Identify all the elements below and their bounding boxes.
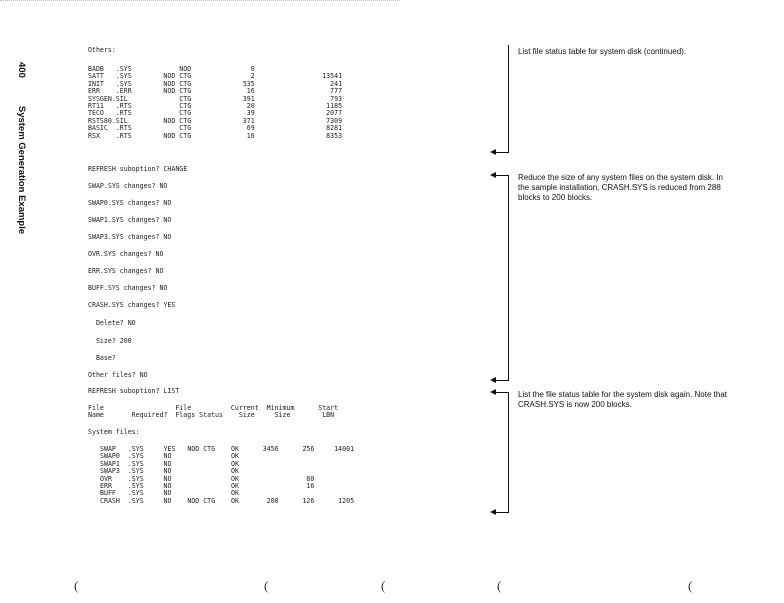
dialog-line: SWAP0.SYS changes? NO	[88, 199, 172, 207]
bracket-line-1	[508, 45, 509, 152]
others-file-row: RT11 .RTS CTG 20 1185	[88, 102, 343, 111]
system-file-row: OVR .SYS NO OK 80	[100, 474, 315, 483]
dialog-line: ERR.SYS changes? NO	[88, 267, 164, 275]
system-file-list	[100, 446, 354, 505]
dialog-line: Size? 200	[88, 337, 132, 345]
arrow-left-icon	[490, 389, 496, 395]
page-number: 400	[16, 62, 27, 78]
footer-mark: (	[688, 578, 693, 593]
arrow-left-icon	[490, 172, 496, 178]
note-1: List file status table for system disk (continued).	[518, 47, 687, 56]
others-file-row: BASIC .RTS CTG 69 8281	[88, 124, 343, 133]
others-file-row: INIT .SYS NOD CTG 535 241	[88, 79, 343, 88]
bracket-foot-2	[494, 380, 509, 381]
note-3: List the file status table for the system disk again. Note that CRASH.SYS is now 200 blocks.	[518, 390, 727, 409]
bracket-line-2	[508, 175, 509, 380]
side-label	[14, 62, 32, 234]
system-file-row: CRASH .SYS NO NOD CTG OK 200 126 1205	[100, 496, 355, 505]
footer-mark: (	[381, 578, 386, 593]
system-file-row: ERR .SYS NO OK 16	[100, 482, 315, 491]
system-file-row: SWAP1 .SYS NO OK	[100, 459, 239, 468]
system-file-row: SWAP .SYS YES NOD CTG OK 3456 256 14001	[100, 445, 355, 453]
arrow-left-icon	[490, 509, 496, 515]
dialog-line: SWAP1.SYS changes? NO	[88, 216, 172, 224]
top-edge-dots	[0, 0, 400, 2]
footer-mark: (	[497, 578, 502, 593]
chapter-title: System Generation Example	[16, 105, 27, 235]
dialog-line: REFRESH suboption? LIST	[88, 387, 180, 395]
others-header: Others:	[88, 46, 116, 54]
dialog-line: Delete? NO	[88, 319, 136, 327]
arrow-left-icon	[490, 377, 496, 383]
system-files-header: System files:	[88, 428, 140, 436]
arrow-left-icon	[490, 149, 496, 155]
others-file-row: BADB .SYS NOD 0	[88, 65, 255, 73]
others-file-row: SATT .SYS NOD CTG 2 13541	[88, 72, 343, 81]
dialog-line: OVR.SYS changes? NO	[88, 250, 164, 258]
bracket-head-3	[494, 392, 509, 393]
bracket-foot-1	[494, 152, 509, 153]
dialog-line: BUFF.SYS changes? NO	[88, 284, 168, 292]
others-file-row: RSX .RTS NOD CTG 16 8353	[88, 131, 343, 140]
dialog-line: REFRESH suboption? CHANGE	[88, 165, 188, 173]
system-file-row: SWAP0 .SYS NO OK	[100, 452, 239, 461]
footer-mark: (	[74, 578, 79, 593]
bracket-head-2	[494, 175, 509, 176]
bracket-line-3	[508, 392, 509, 512]
others-file-row: ERR .ERR NOD CTG 16 777	[88, 87, 343, 96]
dialog-line: CRASH.SYS changes? YES	[88, 301, 176, 309]
others-file-row: SYSGEN.SIL CTG 391 793	[88, 94, 343, 103]
dialog-line: Base?	[88, 354, 116, 362]
dialog-line: SWAP3.SYS changes? NO	[88, 233, 172, 241]
table-header-line2: Name Required? Flags Status Size Size LBN	[88, 411, 335, 419]
others-file-list	[88, 66, 342, 140]
others-file-row: TECO .RTS CTG 39 2077	[88, 109, 343, 118]
others-file-row: RSTS80.SIL NOD CTG 371 7309	[88, 116, 343, 125]
system-file-row: BUFF .SYS NO OK	[100, 489, 239, 498]
system-file-row: SWAP3 .SYS NO OK	[100, 467, 239, 476]
bracket-foot-3	[494, 512, 509, 513]
footer-mark: (	[264, 578, 269, 593]
dialog-line: Other files? NO	[88, 371, 148, 379]
dialog-line: SWAP.SYS changes? NO	[88, 182, 168, 190]
table-header-line1: File File Current Minimum Start	[88, 404, 339, 412]
note-2: Reduce the size of any system files on the system disk. In the sample installation, CRASH.SYS is reduced from 288 blocks to 200 blocks.	[518, 173, 723, 202]
